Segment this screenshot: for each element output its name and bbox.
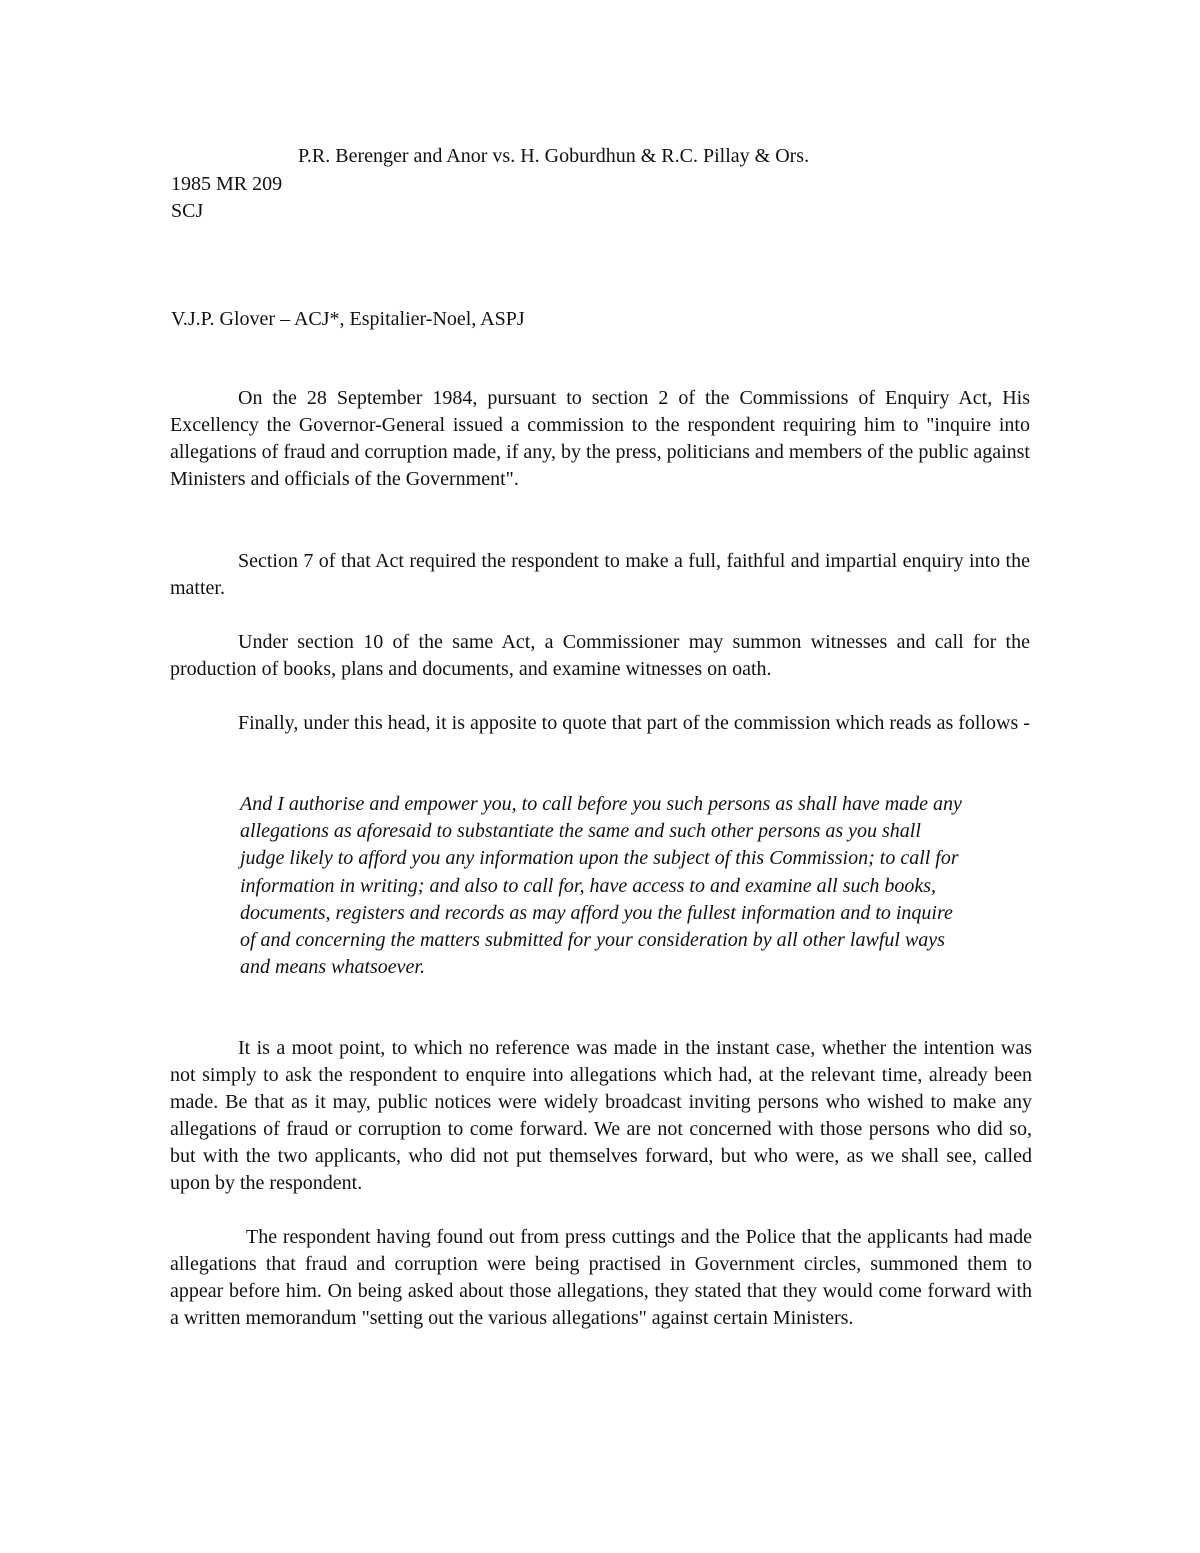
commission-quote: And I authorise and empower you, to call before you such persons as shall have made any allegations as aforesaid to substantiate the same and such other persons as you shall judge likely to afford you any information upon the subject of this Commission; to call for information in writing; and also to call for, have access to and examine all such books, documents, registers and records as may afford you the fullest information and to inquire of and concerning the matters submitted for your consideration by all other lawful ways and means whatsoever. <box>240 793 962 979</box>
court-name: SCJ <box>171 200 204 222</box>
paragraph-6: The respondent having found out from press cuttings and the Police that the applicants had made allegations that fraud and corruption were being practised in Government circles, summoned them to appear before him. On being asked about those allegations, they stated that they would come forward with a written memorandum "setting out the various allegations" against certain Ministers. <box>170 1226 1032 1329</box>
bench-judges: V.J.P. Glover – ACJ*, Espitalier-Noel, ASPJ <box>171 308 525 330</box>
case-citation: 1985 MR 209 <box>171 173 283 195</box>
paragraph-5: It is a moot point, to which no reference was made in the instant case, whether the intention was not simply to ask the respondent to enquire into allegations which had, at the relevant time, already been made. Be that as it may, public notices were widely broadcast inviting persons who wished to make any allegations of fraud or corruption to come forward. We are not concerned with those persons who did so, but with the two applicants, who did not put themselves forward, but who were, as we shall see, called upon by the respondent. <box>170 1037 1032 1194</box>
paragraph-3: Under section 10 of the same Act, a Commissioner may summon witnesses and call for the production of books, plans and documents, and examine witnesses on oath. <box>170 631 1030 680</box>
paragraph-4: Finally, under this head, it is apposite to quote that part of the commission which reads as follows - <box>238 712 1030 734</box>
paragraph-2: Section 7 of that Act required the respondent to make a full, faithful and impartial enquiry into the matter. <box>170 550 1030 599</box>
case-title: P.R. Berenger and Anor vs. H. Goburdhun & R.C. Pillay & Ors. <box>298 145 810 167</box>
paragraph-1: On the 28 September 1984, pursuant to section 2 of the Commissions of Enquiry Act, His Excellency the Governor-General issued a commission to the respondent requiring him to "inquire into allegations of fraud and corruption made, if any, by the press, politicians and members of the public against Ministers and officials of the Government". <box>170 387 1030 490</box>
